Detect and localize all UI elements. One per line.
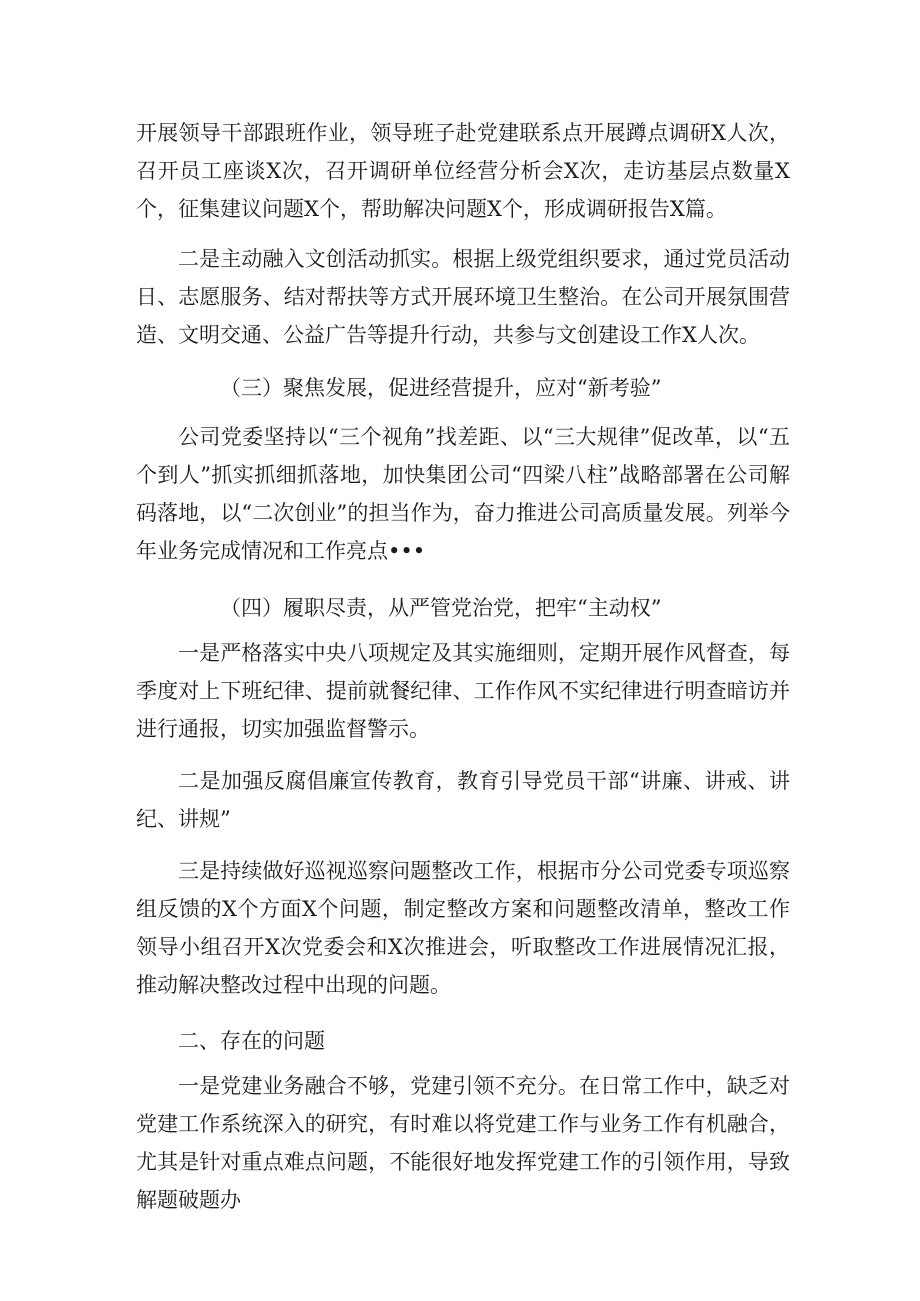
subheading-development: （三）聚焦发展，促进经营提升，应对“新考验” [220,376,662,400]
paragraph-anti-corruption: 二是加强反腐倡廉宣传教育，教育引导党员干部“讲廉、讲戒、讲纪、讲规” [136,769,790,831]
paragraph-civilization-activities: 二是主动融入文创活动抓实。根据上级党组织要求，通过党员活动日、志愿服务、结对帮扶等方式开展环境卫生整治。在公司开展氛围营造、文明交通、公益广告等提升行动，共参与文创建设工作X人次。 [136,247,790,347]
section-heading-problems: 二、存在的问题 [178,1029,325,1053]
paragraph-research: 开展领导干部跟班作业，领导班子赴党建联系点开展蹲点调研X人次，召开员工座谈X次，召开调研单位经营分析会X次，走访基层点数量X个，征集建议问题X个，帮助解决问题X个，形成调研报告X篇。 [136,121,790,221]
paragraph-inspection-rectification: 三是持续做好巡视巡察问题整改工作，根据市分公司党委专项巡察组反馈的X个方面X个问题，制定整改方案和问题整改清单，整改工作领导小组召开X次党委会和X次推进会，听取整改工作进展情况汇报，推动解决整改过程中出现的问题。 [136,859,790,997]
paragraph-integration-problem: 一是党建业务融合不够，党建引领不充分。在日常工作中，缺乏对党建工作系统深入的研究，有时难以将党建工作与业务工作有机融合，尤其是针对重点难点问题，不能很好地发挥党建工作的引领作用，导致解题破题办 [136,1074,790,1212]
paragraph-party-committee: 公司党委坚持以“三个视角”找差距、以“三大规律”促改革，以“五个到人”抓实抓细抓落地，加快集团公司“四梁八柱”战略部署在公司解码落地，以“二次创业”的担当作为，奋力推进公司高质量发展。列举今年业务完成情况和工作亮点••• [136,425,790,563]
paragraph-eight-rules: 一是严格落实中央八项规定及其实施细则，定期开展作风督查，每季度对上下班纪律、提前就餐纪律、工作作风不实纪律进行明查暗访并进行通报，切实加强监督警示。 [136,641,790,741]
subheading-discipline: （四）履职尽责，从严管党治党，把牢“主动权” [220,596,662,620]
